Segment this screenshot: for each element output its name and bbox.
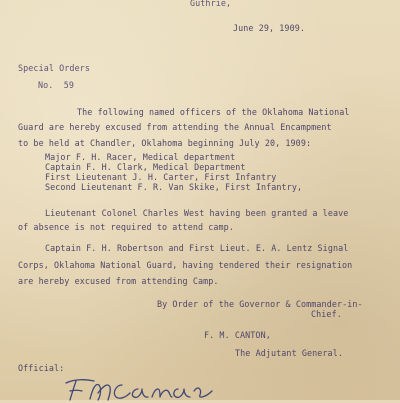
paragraph-2-line-2: of absence is not required to attend camp.: [18, 222, 234, 232]
officer-2: Captain F. H. Clark, Medical Department: [45, 162, 246, 172]
order-number: No. 59: [38, 80, 74, 90]
paragraph-3-line-3: are hereby excused from attending Camp.: [18, 276, 219, 286]
order-by-line-2: Chief.: [311, 309, 342, 319]
officer-1: Major F. H. Racer, Medical department: [45, 152, 236, 162]
official-label: Official:: [18, 363, 65, 373]
handwritten-signature: [60, 373, 220, 403]
header-place: Guthrie,: [190, 0, 232, 8]
paragraph-2-line-1: Lieutenant Colonel Charles West having been granted a leave: [45, 208, 349, 218]
header-date: June 29, 1909.: [233, 23, 305, 33]
order-by-line-1: By Order of the Governor & Commander-in-: [157, 299, 363, 309]
order-title: Special Orders: [18, 63, 90, 73]
paragraph-1-line-3: to be held at Chandler, Oklahoma beginning July 20, 1909:: [18, 138, 312, 148]
signatory-title: The Adjutant General.: [235, 348, 343, 358]
paragraph-1-line-2: Guard are hereby excused from attending the Annual Encampment: [18, 122, 332, 132]
officer-4: Second Lieutenant F. R. Van Skike, First Infantry,: [45, 182, 303, 192]
paragraph-3-line-1: Captain F. H. Robertson and First Lieut. E. A. Lentz Signal: [45, 243, 349, 253]
paragraph-1-line-1: The following named officers of the Oklahoma National: [77, 107, 350, 117]
signatory-name: F. M. CANTON,: [204, 330, 271, 340]
paragraph-3-line-2: Corps, Oklahoma National Guard, having tendered their resignation: [18, 260, 353, 270]
officer-3: First Lieutenant J. H. Carter, First Infantry: [45, 172, 277, 182]
